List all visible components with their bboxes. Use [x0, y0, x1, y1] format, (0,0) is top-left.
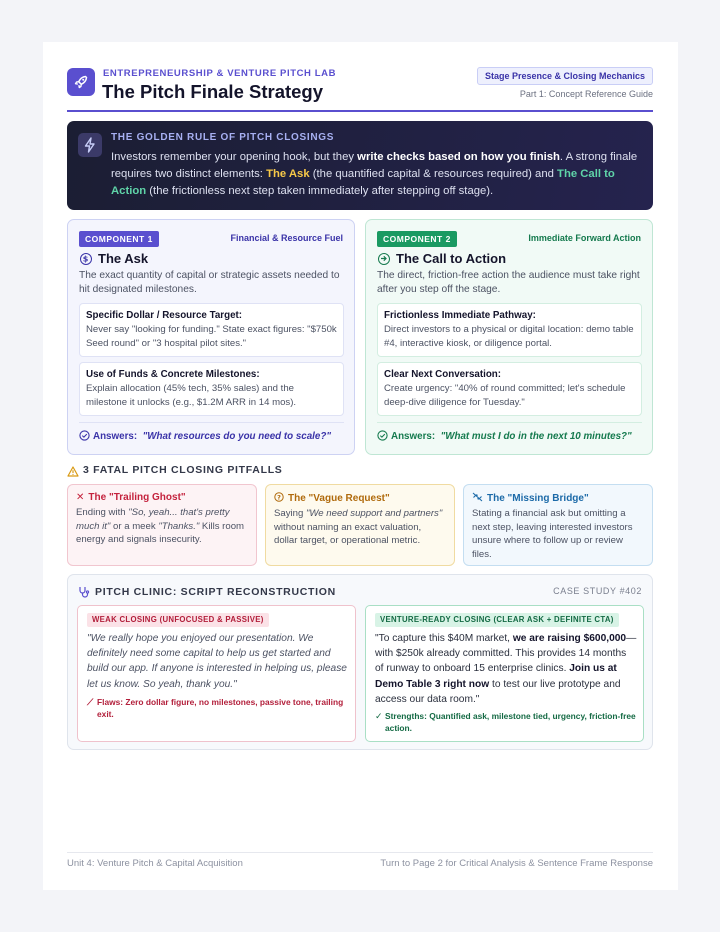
footer-next-page: Turn to Page 2 for Critical Analysis & Sentence Frame Response [380, 858, 653, 869]
strong-closing-strengths: Strengths: Quantified ask, milestone tied, urgency, friction-free action. [385, 711, 636, 733]
pitfall-card [67, 484, 257, 566]
component-item-title: Frictionless Immediate Pathway: [384, 310, 536, 321]
pitfall-title: ✕ The "Trailing Ghost" [76, 492, 186, 503]
component-item [79, 362, 344, 416]
component-item-text: Never say "looking for funding." State exact figures: "$750k Seed round" or "3 hospital pilot sites." [86, 324, 337, 349]
worksheet-page [43, 42, 678, 890]
component-badge: COMPONENT 2 [377, 231, 457, 247]
pitfall-title: The "Missing Bridge" [472, 492, 644, 504]
warning-icon [67, 464, 79, 475]
component-badge: COMPONENT 1 [79, 231, 159, 247]
component-card-ask [67, 219, 355, 455]
answers-divider [79, 422, 344, 423]
component-item-text: Explain allocation (45% tech, 35% sales) and the milestone it unlocks (e.g., $1.2M ARR in 14 mos). [86, 383, 297, 408]
component-item-text: Create urgency: "40% of round committed; let's schedule deep-dive diligence for Tuesday." [384, 383, 626, 408]
pitch-clinic-panel [67, 574, 653, 750]
clinic-heading: PITCH CLINIC: SCRIPT RECONSTRUCTION [95, 586, 336, 598]
component-description: The direct, friction-free action the audience must take right after you step off the stage. [377, 270, 640, 295]
stethoscope-icon [78, 585, 90, 597]
svg-text:?: ? [277, 493, 281, 502]
svg-text:$: $ [82, 254, 89, 263]
component-answers: Answers: "What must I do in the next 10 minutes?" [377, 430, 632, 442]
weak-closing-badge: WEAK CLOSING (UNFOCUSED & PASSIVE) [87, 613, 269, 627]
pitfall-text: Stating a financial ask but omitting a next step, leaving interested investors unsure where to follow up or review files. [472, 508, 633, 560]
component-item [377, 303, 642, 357]
golden-rule-text: Investors remember your opening hook, but they write checks based on how you finish. A strong finale requires two distinct elements: The Ask (the quantified capital & resources required) and The Call to Action (the frictionless next step taken immediately after stepping off stage). [111, 151, 638, 197]
component-description: The exact quantity of capital or strategic assets needed to hit designated milestones. [79, 270, 340, 295]
component-tag: Immediate Forward Action [528, 233, 641, 243]
pencil-icon: ⟋ [87, 697, 94, 707]
answers-divider [377, 422, 642, 423]
pitfall-text: Saying "We need support and partners" without naming an exact valuation, dollar target, or operational metric. [274, 508, 443, 546]
check-circle-icon [377, 430, 388, 441]
component-item [79, 303, 344, 357]
component-item-title: Use of Funds & Concrete Milestones: [86, 369, 260, 380]
rocket-icon [67, 68, 95, 96]
weak-closing-pane [77, 605, 356, 742]
check-icon: ✓ [375, 711, 383, 721]
case-study-label: CASE STUDY #402 [553, 586, 642, 596]
component-title: The Call to Action [396, 251, 507, 266]
x-icon: ✕ [76, 492, 85, 503]
component-answers: Answers: "What resources do you need to scale?" [79, 430, 331, 442]
header-divider [67, 110, 653, 112]
component-item-title: Specific Dollar / Resource Target: [86, 310, 243, 321]
weak-closing-text: "We really hope you enjoyed our presentation. We definitely need some capital to help us get started and build our app. If anyone is interested in helping us, please let us know. So yeah, thank you." [87, 633, 347, 690]
pitfall-card [463, 484, 653, 566]
strong-closing-badge: VENTURE-READY CLOSING (CLEAR ASK + DEFINITE CTA) [375, 613, 619, 627]
question-circle-icon [274, 492, 284, 502]
dollar-circle-icon [80, 253, 92, 265]
broken-link-icon [472, 492, 483, 502]
component-item-text: Direct investors to a physical or digital location: demo table #4, interactive kiosk, or diligence portal. [384, 324, 634, 349]
golden-rule-heading: THE GOLDEN RULE OF PITCH CLOSINGS [111, 132, 335, 143]
component-item [377, 362, 642, 416]
pitfall-text: Ending with "So, yeah... that's pretty much it" or a meek "Thanks." Kills room energy and signals insecurity. [76, 507, 245, 545]
arrow-circle-icon [378, 253, 390, 265]
course-kicker: ENTREPRENEURSHIP & VENTURE PITCH LAB [103, 68, 337, 79]
component-item-title: Clear Next Conversation: [384, 369, 502, 380]
footer-divider [67, 852, 653, 853]
check-circle-icon [79, 430, 90, 441]
pitfalls-heading: 3 FATAL PITCH CLOSING PITFALLS [83, 464, 283, 476]
page-title: The Pitch Finale Strategy [102, 81, 324, 102]
lightning-icon [78, 133, 102, 157]
golden-rule-banner [67, 121, 653, 210]
pitfall-card [265, 484, 455, 566]
component-title: The Ask [98, 251, 149, 266]
pitfall-title: ? The "Vague Request" [274, 492, 446, 504]
weak-closing-flaws: Flaws: Zero dollar figure, no milestones, passive tone, trailing exit. [97, 697, 344, 719]
part-label: Part 1: Concept Reference Guide [519, 89, 653, 99]
stage-pill: Stage Presence & Closing Mechanics [477, 67, 653, 85]
strong-closing-text: "To capture this $40M market, we are raising $600,000—with $250k already committed. This provides 14 months of runway to onboard 15 enterprise clinics. Join us at Demo Table 3 right now to test our live prototype and access our data room." [375, 633, 637, 705]
strong-closing-pane [365, 605, 644, 742]
component-card-cta [365, 219, 653, 455]
footer-unit: Unit 4: Venture Pitch & Capital Acquisition [67, 858, 243, 869]
component-tag: Financial & Resource Fuel [230, 233, 343, 243]
